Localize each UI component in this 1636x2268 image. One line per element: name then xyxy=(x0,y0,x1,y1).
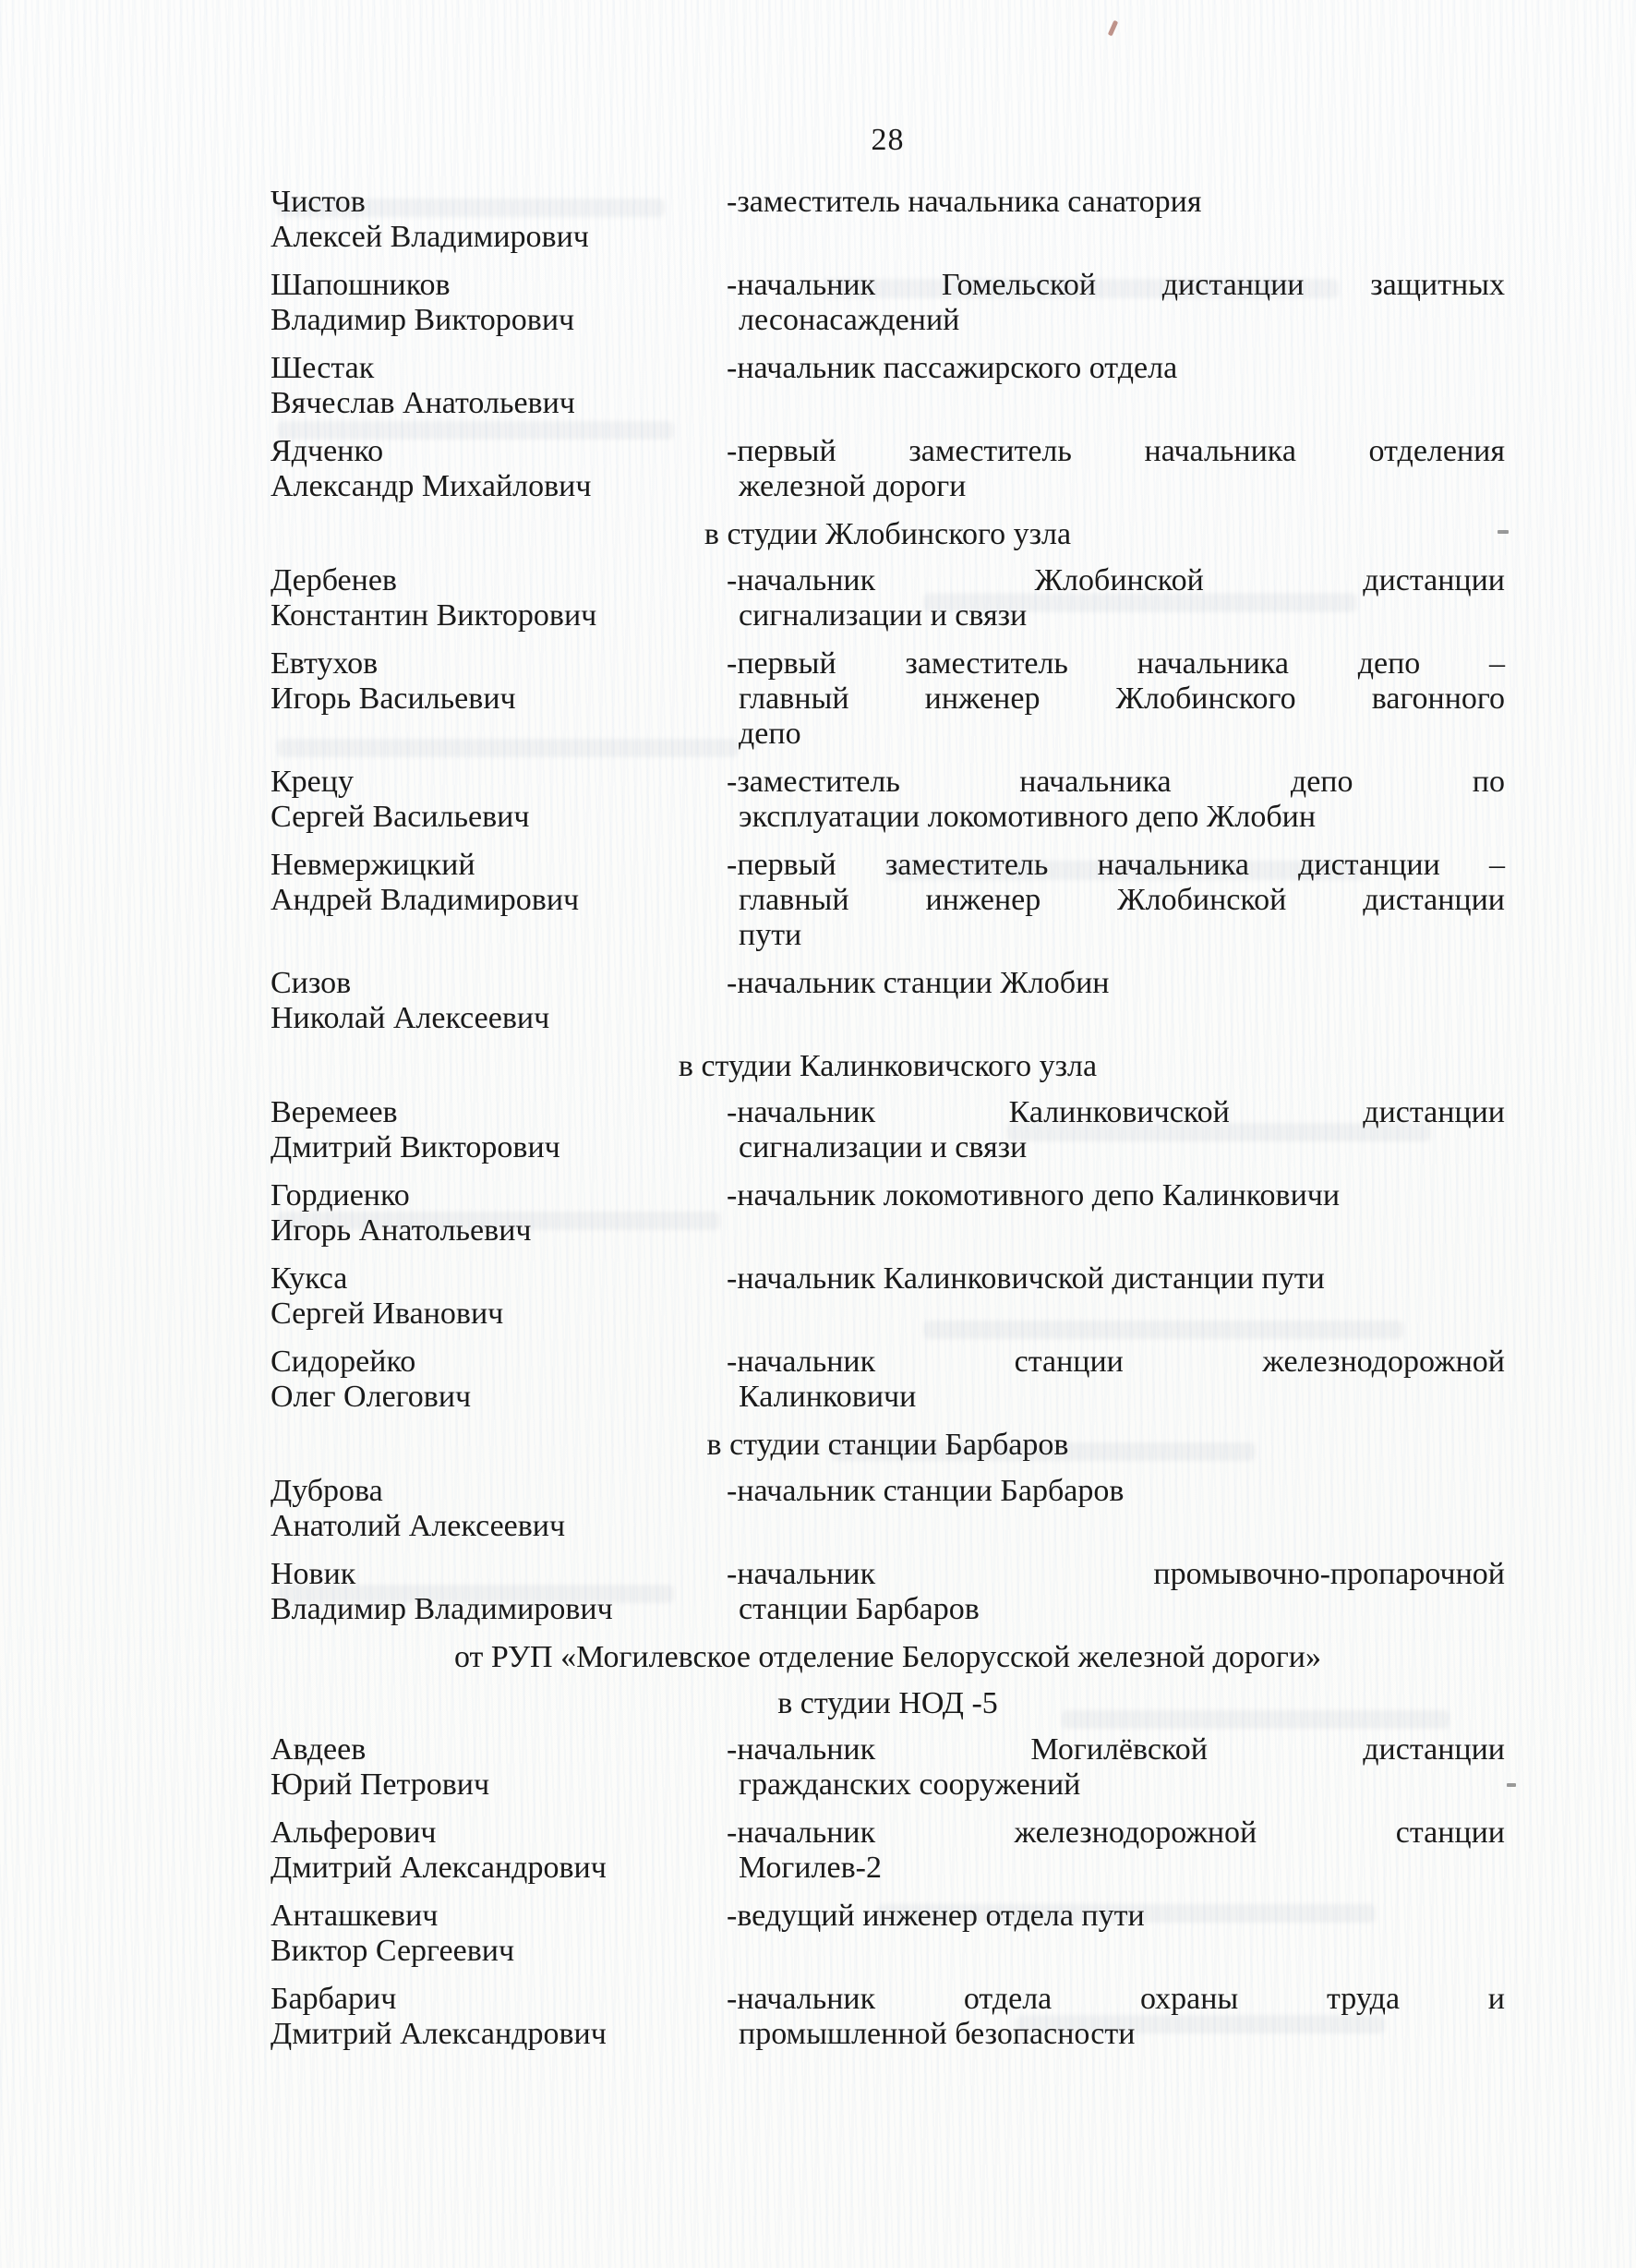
title-line: -начальник станции Жлобин xyxy=(727,966,1110,1000)
entry-given-name: Николай Алексеевич xyxy=(271,1001,550,1035)
entry-name xyxy=(271,1899,727,1969)
entry-title xyxy=(727,1095,1505,1165)
entry-surname: Новик xyxy=(271,1557,356,1591)
entry-title xyxy=(727,1345,1505,1415)
page-number: 28 xyxy=(871,123,905,157)
entry-surname: Барбарич xyxy=(271,1982,397,2016)
entry-title xyxy=(727,1899,1505,1934)
entry-given-name: Анатолий Алексеевич xyxy=(271,1509,566,1543)
entry-name xyxy=(271,1345,727,1415)
entry-name xyxy=(271,434,727,504)
entry-given-name: Владимир Викторович xyxy=(271,303,575,337)
entry-name xyxy=(271,765,727,835)
entry-name xyxy=(271,848,727,918)
entry-title xyxy=(727,268,1505,338)
entry-row xyxy=(271,563,1505,633)
entry-name xyxy=(271,185,727,255)
entry-row xyxy=(271,1095,1505,1165)
title-line: -начальник Калинковичской дистанции пути xyxy=(727,1261,1325,1296)
entry-title xyxy=(727,765,1505,835)
entry-surname: Гордиенко xyxy=(271,1178,410,1212)
section-header: в студии Жлобинского узла xyxy=(704,517,1072,551)
entry-given-name: Дмитрий Александрович xyxy=(271,1851,607,1885)
entry-name xyxy=(271,1982,727,2052)
title-line: сигнализации и связи xyxy=(739,598,1028,633)
scan-artifact xyxy=(1108,20,1118,37)
document-blocks xyxy=(271,185,1505,2052)
entry-title xyxy=(727,1982,1505,2052)
title-line: лесонасаждений xyxy=(739,303,960,337)
entry-name xyxy=(271,646,727,717)
title-line: Калинковичи xyxy=(739,1380,917,1414)
section-header: в студии Калинковичского узла xyxy=(678,1049,1098,1083)
entry-given-name: Юрий Петрович xyxy=(271,1767,490,1802)
title-line: Могилев-2 xyxy=(739,1851,882,1885)
entry-given-name: Олег Олегович xyxy=(271,1380,472,1414)
section-header: в студии станции Барбаров xyxy=(706,1428,1069,1462)
entry-row xyxy=(271,268,1505,338)
entry-row xyxy=(271,1899,1505,1969)
entry-surname: Ядченко xyxy=(271,434,384,468)
entry-given-name: Сергей Иванович xyxy=(271,1297,504,1331)
title-line: -начальник станции Барбаров xyxy=(727,1474,1125,1508)
title-line: главный инженер Жлобинского вагонного xyxy=(739,682,1505,716)
title-line: -заместитель начальника депо по xyxy=(727,765,1505,799)
title-line: -начальник пассажирского отдела xyxy=(727,351,1178,385)
entry-surname: Шапошников xyxy=(271,268,451,302)
entry-name xyxy=(271,1474,727,1544)
entry-title xyxy=(727,966,1505,1001)
title-line: -заместитель начальника санатория xyxy=(727,185,1202,219)
entry-given-name: Владимир Владимирович xyxy=(271,1592,613,1626)
entry-title xyxy=(727,185,1505,220)
entry-title xyxy=(727,848,1505,953)
title-line: -начальник Могилёвской дистанции xyxy=(727,1732,1505,1767)
entry-surname: Альферович xyxy=(271,1816,437,1850)
entry-surname: Дуброва xyxy=(271,1474,383,1508)
entry-surname: Крецу xyxy=(271,765,354,799)
entry-name xyxy=(271,351,727,421)
entry-title xyxy=(727,1816,1505,1886)
entry-surname: Невмержицкий xyxy=(271,848,475,882)
entry-surname: Анташкевич xyxy=(271,1899,439,1933)
entry-title xyxy=(727,1732,1505,1803)
entry-title xyxy=(727,1178,1505,1213)
entry-name xyxy=(271,563,727,633)
entry-given-name: Константин Викторович xyxy=(271,598,597,633)
entry-name xyxy=(271,1095,727,1165)
entry-surname: Авдеев xyxy=(271,1732,367,1767)
title-line: -первый заместитель начальника дистанции – xyxy=(727,848,1505,882)
title-line: -начальник отдела охраны труда и xyxy=(727,1982,1505,2016)
entry-surname: Чистов xyxy=(271,185,366,219)
title-line: железной дороги xyxy=(739,469,967,503)
title-line: депо xyxy=(739,717,801,751)
entry-given-name: Андрей Владимирович xyxy=(271,883,580,917)
entry-given-name: Алексей Владимирович xyxy=(271,220,589,254)
entry-name xyxy=(271,1178,727,1249)
entry-title xyxy=(727,1474,1505,1509)
entry-title xyxy=(727,563,1505,633)
entry-row xyxy=(271,1178,1505,1249)
scan-artifact xyxy=(1507,1783,1516,1787)
entry-title xyxy=(727,646,1505,752)
title-line: -начальник станции железнодорожной xyxy=(727,1345,1505,1379)
entry-given-name: Вячеслав Анатольевич xyxy=(271,386,575,420)
entry-given-name: Игорь Васильевич xyxy=(271,682,516,716)
entry-row xyxy=(271,351,1505,421)
entry-name xyxy=(271,268,727,338)
entry-given-name: Александр Михайлович xyxy=(271,469,592,503)
title-line: станции Барбаров xyxy=(739,1592,980,1626)
entry-name xyxy=(271,1732,727,1803)
entry-given-name: Дмитрий Викторович xyxy=(271,1130,560,1164)
entry-row xyxy=(271,966,1505,1036)
title-line: промышленной безопасности xyxy=(739,2017,1136,2051)
entry-title xyxy=(727,434,1505,504)
entry-title xyxy=(727,1557,1505,1627)
entry-given-name: Виктор Сергеевич xyxy=(271,1934,515,1968)
title-line: -начальник Жлобинской дистанции xyxy=(727,563,1505,597)
entry-row xyxy=(271,434,1505,504)
entry-given-name: Сергей Васильевич xyxy=(271,800,530,834)
title-line: пути xyxy=(739,918,802,952)
title-line: -ведущий инженер отдела пути xyxy=(727,1899,1145,1933)
title-line: -начальник Калинковичской дистанции xyxy=(727,1095,1505,1129)
entry-row xyxy=(271,646,1505,752)
title-line: гражданских сооружений xyxy=(739,1767,1081,1802)
entry-surname: Кукса xyxy=(271,1261,348,1296)
title-line: главный инженер Жлобинской дистанции xyxy=(739,883,1505,917)
entry-row xyxy=(271,1345,1505,1415)
entry-row xyxy=(271,185,1505,255)
section-header: от РУП «Могилевское отделение Белорусской железной дороги» xyxy=(454,1640,1321,1674)
title-line: -первый заместитель начальника депо – xyxy=(727,646,1505,681)
entry-title xyxy=(727,1261,1505,1297)
title-line: -начальник промывочно-пропарочной xyxy=(727,1557,1505,1591)
entry-row xyxy=(271,1816,1505,1886)
title-line: эксплуатации локомотивного депо Жлобин xyxy=(739,800,1317,834)
entry-title xyxy=(727,351,1505,386)
entry-row xyxy=(271,1474,1505,1544)
title-line: -начальник железнодорожной станции xyxy=(727,1816,1505,1850)
title-line: сигнализации и связи xyxy=(739,1130,1028,1164)
entry-surname: Сизов xyxy=(271,966,352,1000)
entry-row xyxy=(271,1557,1505,1627)
entry-given-name: Дмитрий Александрович xyxy=(271,2017,607,2051)
section-header: в студии НОД -5 xyxy=(777,1686,998,1720)
entry-row xyxy=(271,1982,1505,2052)
entry-surname: Шестак xyxy=(271,351,375,385)
entry-row xyxy=(271,765,1505,835)
entry-row xyxy=(271,848,1505,953)
entry-row xyxy=(271,1732,1505,1803)
title-line: -первый заместитель начальника отделения xyxy=(727,434,1505,468)
entry-surname: Дербенев xyxy=(271,563,397,597)
entry-surname: Веремеев xyxy=(271,1095,398,1129)
title-line: -начальник локомотивного депо Калинковичи xyxy=(727,1178,1341,1212)
entry-row xyxy=(271,1261,1505,1332)
entry-surname: Сидорейко xyxy=(271,1345,416,1379)
entry-name xyxy=(271,1557,727,1627)
entry-name xyxy=(271,966,727,1036)
entry-given-name: Игорь Анатольевич xyxy=(271,1213,532,1248)
title-line: -начальник Гомельской дистанции защитных xyxy=(727,268,1505,302)
entry-name xyxy=(271,1261,727,1332)
entry-name xyxy=(271,1816,727,1886)
entry-surname: Евтухов xyxy=(271,646,379,681)
